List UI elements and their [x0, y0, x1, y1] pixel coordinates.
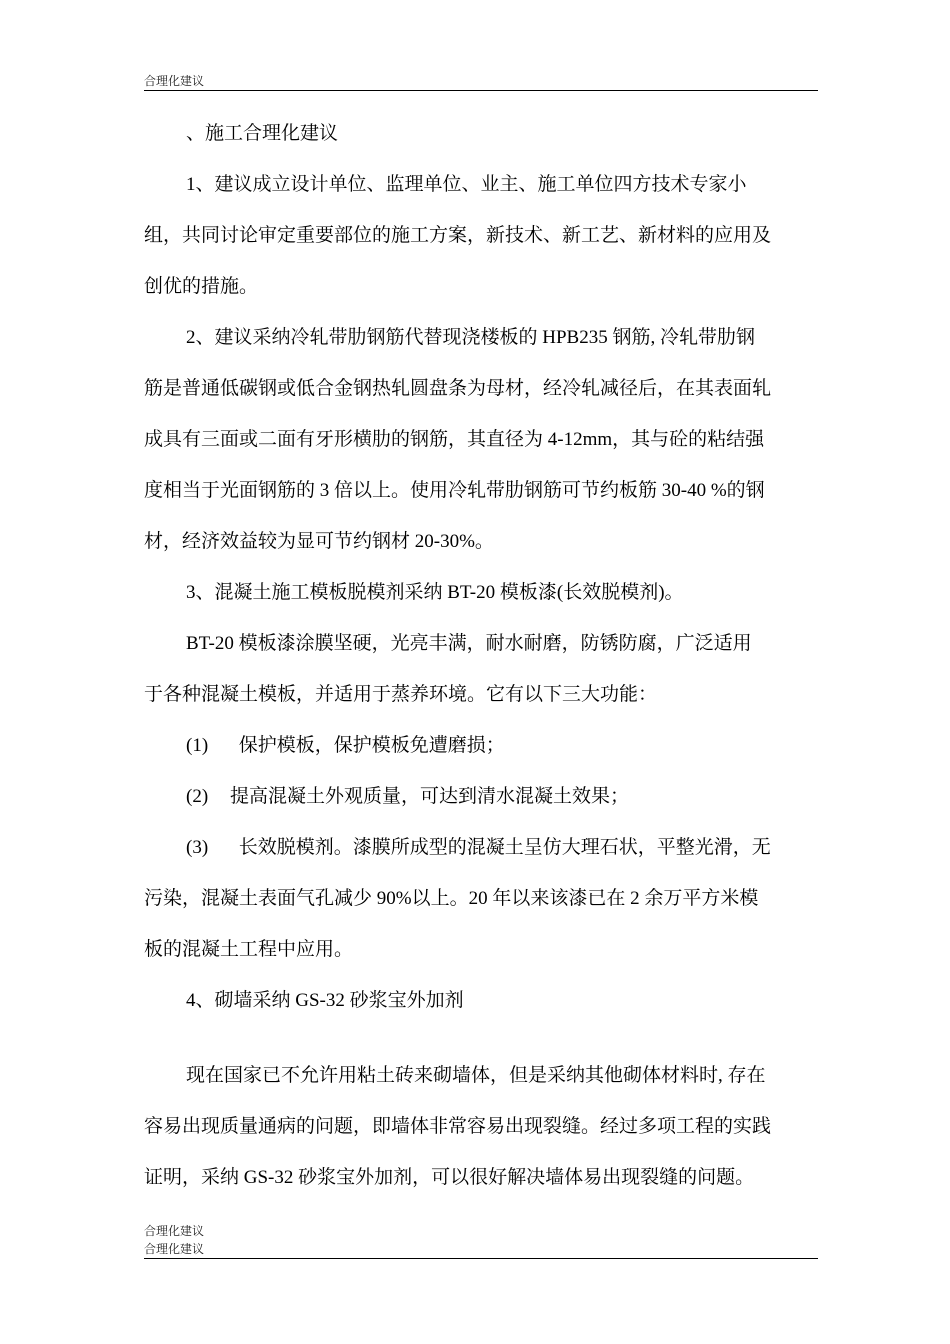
list-item-text: 保护模板，保护模板免遭磨损；	[234, 735, 505, 756]
function-list	[144, 720, 818, 873]
list-item	[144, 822, 818, 873]
paragraph-line: 证明，采纳 GS-32 砂浆宝外加剂，可以很好解决墙体易出现裂缝的问题。	[144, 1167, 755, 1188]
footer-text: 合理化建议	[144, 1242, 205, 1256]
page-footer-line-2	[144, 1240, 818, 1259]
list-item-text: 长效脱模剂。漆膜所成型的混凝土呈仿大理石状，平整光滑，无	[234, 837, 771, 858]
paragraph-line: 现在国家已不允许用粘土砖来砌墙体，但是采纳其他砌体材料时, 存在	[186, 1065, 766, 1086]
paragraph-line: 度相当于光面钢筋的 3 倍以上。使用冷轧带肋钢筋可节约板筋 30-40 %的钢	[144, 480, 765, 501]
paragraph-line: BT-20 模板漆涂膜坚硬，光亮丰满，耐水耐磨，防锈防腐，广泛适用	[186, 633, 752, 654]
paragraph-line: 容易出现质量通病的问题，即墙体非常容易出现裂缝。经过多项工程的实践	[144, 1116, 772, 1137]
list-item	[144, 720, 818, 771]
paragraph-1	[144, 159, 818, 312]
paragraph-3: 3、混凝土施工模板脱模剂采纳 BT-20 模板漆(长效脱模剂)。	[186, 582, 684, 603]
paragraph-4	[144, 618, 818, 720]
paragraph-line: 创优的措施。	[144, 276, 259, 297]
spacer	[144, 1026, 818, 1050]
document-body	[144, 108, 818, 1203]
paragraph-6: 4、砌墙采纳 GS-32 砂浆宝外加剂	[186, 990, 464, 1011]
footer-text: 合理化建议	[144, 1224, 205, 1238]
paragraph-7	[144, 1050, 818, 1203]
list-item-number: (2)	[186, 786, 209, 807]
paragraph-line: 污染，混凝土表面气孔减少 90%以上。20 年以来该漆已在 2 余万平方米模	[144, 888, 759, 909]
list-item-number: (1)	[186, 735, 209, 756]
list-item	[144, 771, 818, 822]
list-item-text: 提高混凝土外观质量，可达到清水混凝土效果；	[230, 786, 630, 807]
paragraph-line: 2、建议采纳冷轧带肋钢筋代替现浇楼板的 HPB235 钢筋, 冷轧带肋钢	[186, 327, 755, 348]
paragraph-line: 板的混凝土工程中应用。	[144, 939, 354, 960]
page-footer-line-1	[144, 1222, 204, 1240]
paragraph-line: 组，共同讨论审定重要部位的施工方案，新技术、新工艺、新材料的应用及	[144, 225, 772, 246]
page-header	[144, 72, 818, 91]
section-title: 、施工合理化建议	[186, 123, 339, 144]
paragraph-2	[144, 312, 818, 567]
paragraph-line: 于各种混凝土模板，并适用于蒸养环境。它有以下三大功能：	[144, 684, 658, 705]
list-item-number: (3)	[186, 837, 209, 858]
header-text: 合理化建议	[144, 74, 205, 88]
paragraph-line: 筋是普通低碳钢或低合金钢热轧圆盘条为母材，经冷轧减径后，在其表面轧	[144, 378, 772, 399]
paragraph-5	[144, 873, 818, 975]
paragraph-line: 材，经济效益较为显可节约钢材 20-30%。	[144, 531, 494, 552]
paragraph-line: 成具有三面或二面有牙形横肋的钢筋，其直径为 4-12mm，其与砼的粘结强	[144, 429, 765, 450]
paragraph-line: 1、建议成立设计单位、监理单位、业主、施工单位四方技术专家小	[186, 174, 747, 195]
